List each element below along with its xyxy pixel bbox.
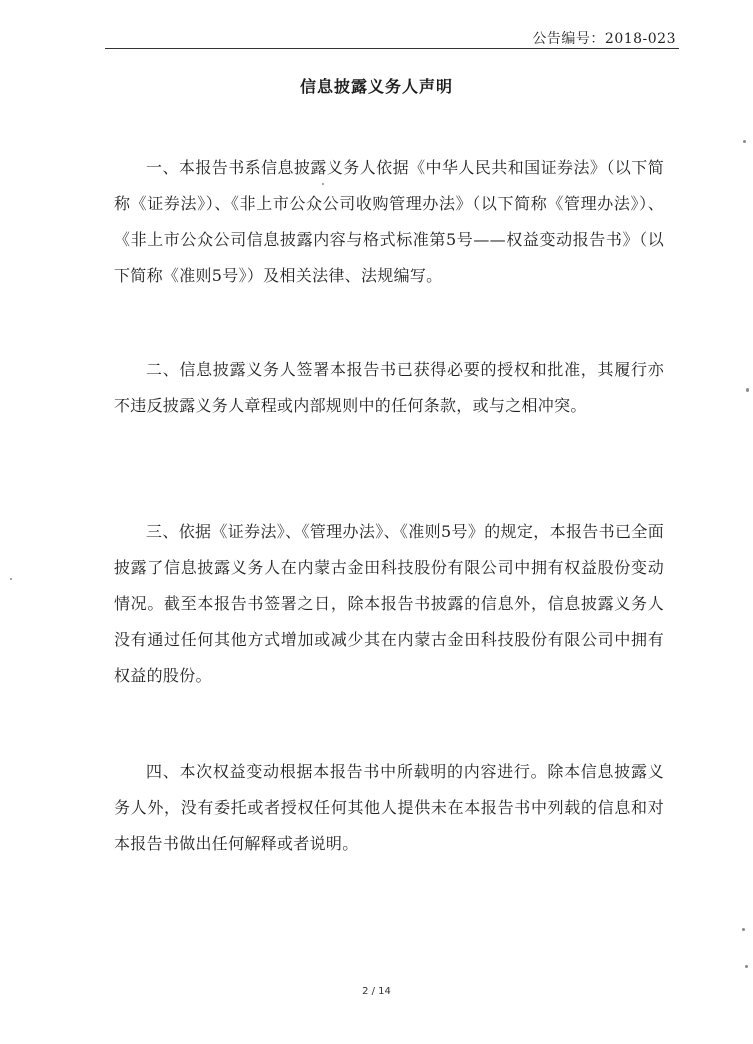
scan-speck: [742, 928, 745, 931]
scan-speck: [322, 183, 324, 185]
page-number: 2 / 14: [362, 986, 391, 997]
scan-speck: [743, 140, 746, 143]
scan-speck: [10, 578, 12, 580]
header-divider: [105, 48, 679, 49]
statement-paragraph-1: 一、本报告书系信息披露义务人依据《中华人民共和国证券法》（以下简称《证券法》）、《非上市公众公司收购管理办法》（以下简称《管理办法》）、《非上市公众公司信息披露内容与格式标准第5号——权益变动报告书》（以下简称《准则5号》）及相关法律、法规编写。: [114, 158, 664, 285]
statement-paragraph-4: 四、本次权益变动根据本报告书中所载明的内容进行。除本信息披露义务人外，没有委托或者授权任何其他人提供未在本报告书中列载的信息和对本报告书做出任何解释或者说明。: [114, 762, 664, 853]
statement-paragraph-3: 三、依据《证券法》、《管理办法》、《准则5号》的规定，本报告书已全面披露了信息披露义务人在内蒙古金田科技股份有限公司中拥有权益股份变动情况。截至本报告书签署之日，除本报告书披露的信息外，信息披露义务人没有通过任何其他方式增加或减少其在内蒙古金田科技股份有限公司中拥有权益的股份。: [114, 522, 664, 685]
statement-paragraph-2: 二、信息披露义务人签署本报告书已获得必要的授权和批准，其履行亦不违反披露义务人章程或内部规则中的任何条款，或与之相冲突。: [114, 360, 664, 415]
announcement-code: 公告编号：2018-023: [532, 31, 676, 47]
scan-speck: [745, 965, 748, 968]
scan-speck: [746, 388, 749, 392]
document-title: 信息披露义务人声明: [299, 77, 453, 96]
